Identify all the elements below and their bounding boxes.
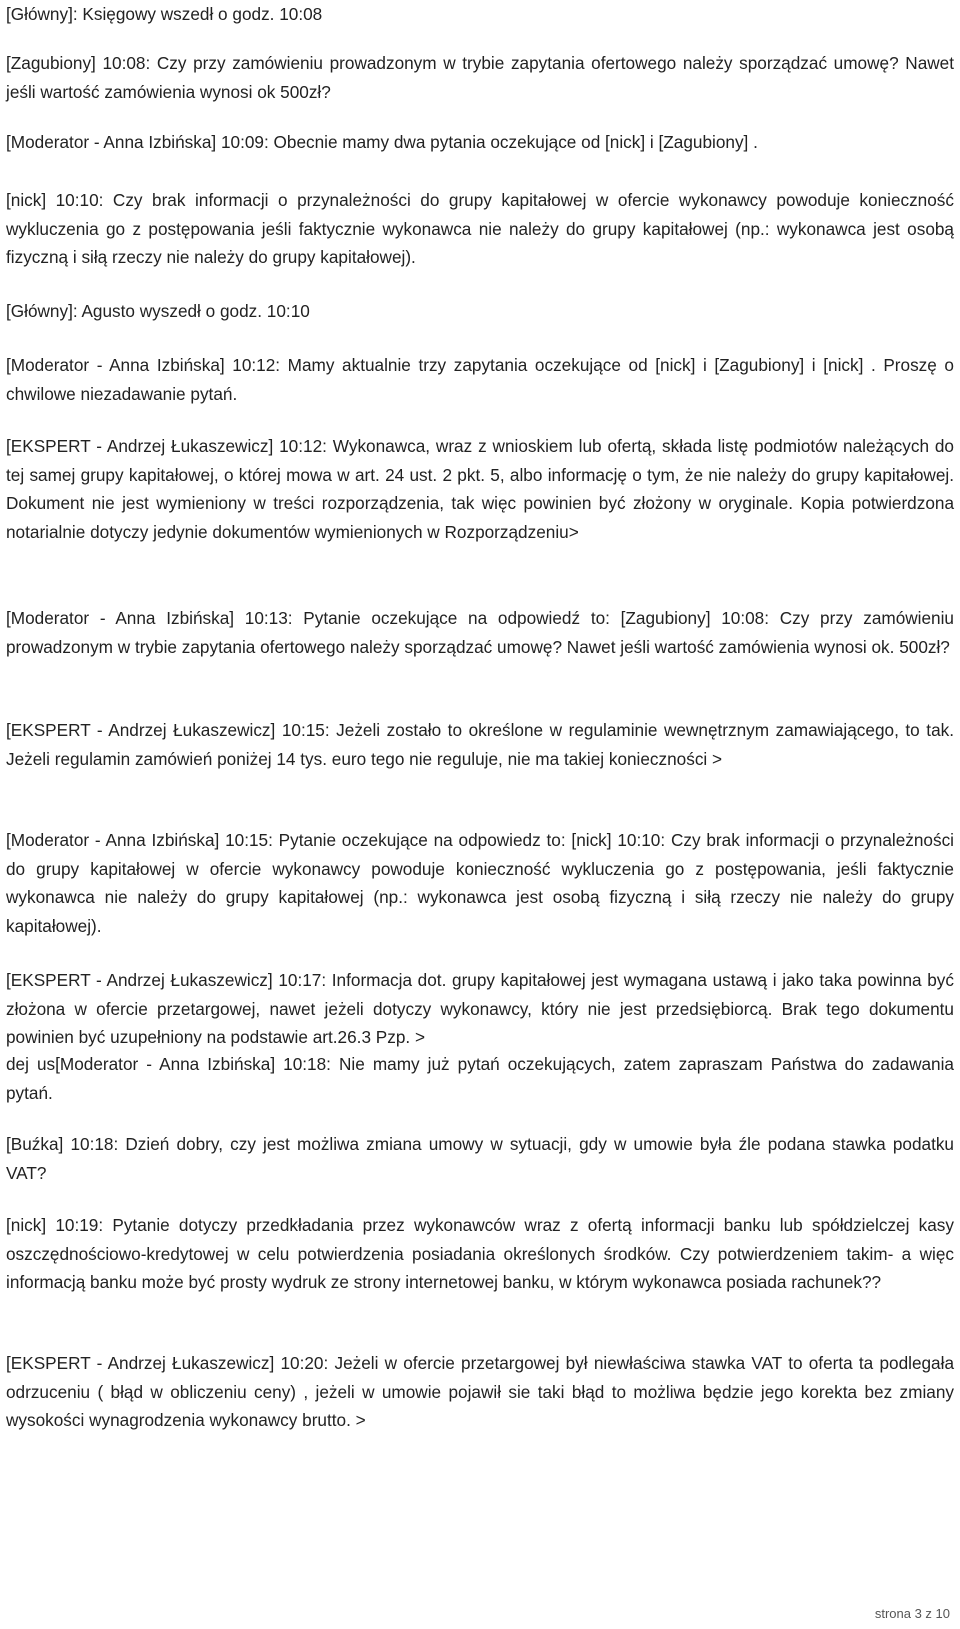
chat-log-entry: [nick] 10:19: Pytanie dotyczy przedkładania przez wykonawców wraz z ofertą informacji banku lub spółdzielczej kasy oszczędnościowo-kredytowej w celu potwierdzenia posiadania określonych środków. Czy potwierdzeniem takim- a więc informacją banku może być prosty wydruk ze strony internetowej banku, w którym wykonawca posiada rachunek?? (6, 1215, 954, 1293)
chat-log-entry: [EKSPERT - Andrzej Łukaszewicz] 10:15: Jeżeli zostało to określone w regulaminie wewnętrznym zamawiającego, to tak. Jeżeli regulamin zamówień poniżej 14 tys. euro tego nie reguluje, nie ma takiej konieczności > (6, 720, 954, 769)
chat-log-entry: [Zagubiony] 10:08: Czy przy zamówieniu prowadzonym w trybie zapytania ofertowego należy sporządzać umowę? Nawet jeśli wartość zamówienia wynosi ok 500zł? (6, 53, 954, 102)
chat-log-entry: [Główny]: Agusto wyszedł o godz. 10:10 (6, 301, 310, 321)
chat-log-entry: [EKSPERT - Andrzej Łukaszewicz] 10:17: Informacja dot. grupy kapitałowej jest wymagana ustawą i jako taka powinna być złożona w ofercie przetargowej, nawet jeżeli dotyczy wykonawcy, który nie jest przedsiębiorcą. Brak tego dokumentu powinien być uzupełniony na podstawie art.26.3 Pzp. > (6, 970, 954, 1048)
chat-log-entry: [Główny]: Księgowy wszedł o godz. 10:08 (6, 4, 323, 24)
chat-log-entry: [Moderator - Anna Izbińska] 10:12: Mamy aktualnie trzy zapytania oczekujące od [nick] i [Zagubiony] i [nick] . Proszę o chwilowe niezadawanie pytań. (6, 355, 954, 404)
chat-log-entry: [EKSPERT - Andrzej Łukaszewicz] 10:12: Wykonawca, wraz z wnioskiem lub ofertą, składa listę podmiotów należących do tej samej grupy kapitałowej, o której mowa w art. 24 ust. 2 pkt. 5, albo informację o tym, że nie należy do grupy kapitałowej. Dokument nie jest wymieniony w treści rozporządzenia, tak więc powinien być złożony w oryginale. Kopia potwierdzona notarialnie dotyczy jedynie dokumentów wymienionych w Rozporządzeniu> (6, 436, 954, 542)
chat-log-entry: [Moderator - Anna Izbińska] 10:15: Pytanie oczekujące na odpowiedz to: [nick] 10:10: Czy brak informacji o przynależności do grupy kapitałowej w ofercie wykonawcy powoduje konieczność wykluczenia go z postępowania, jeśli faktycznie wykonawca nie należy do grupy kapitałowej (np.: wykonawca jest osobą fizyczną i siłą rzeczy nie należy do grupy kapitałowej). (6, 830, 954, 936)
page-number: strona 3 z 10 (874, 1606, 950, 1621)
chat-log-entry: [nick] 10:10: Czy brak informacji o przynależności do grupy kapitałowej w ofercie wykonawcy powoduje konieczność wykluczenia go z postępowania jeśli faktycznie wykonawca nie należy do grupy kapitałowej (np.: wykonawca jest osobą fizyczną i siłą rzeczy nie należy do grupy kapitałowej). (6, 190, 954, 268)
chat-log-entry: dej us[Moderator - Anna Izbińska] 10:18: Nie mamy już pytań oczekujących, zatem zapraszam Państwa do zadawania pytań. (6, 1054, 954, 1103)
chat-log-entry: [EKSPERT - Andrzej Łukaszewicz] 10:20: Jeżeli w ofercie przetargowej był niewłaściwa stawka VAT to oferta ta podlegała odrzuceniu ( błąd w obliczeniu ceny) , jeżeli w umowie pojawił sie taki błąd to możliwa będzie jego korekta bez zmiany wysokości wynagrodzenia wykonawcy brutto. > (6, 1353, 954, 1431)
chat-log-entry: [Moderator - Anna Izbińska] 10:13: Pytanie oczekujące na odpowiedź to: [Zagubiony] 10:08: Czy przy zamówieniu prowadzonym w trybie zapytania ofertowego należy sporządzać umowę? Nawet jeśli wartość zamówienia wynosi ok. 500zł? (6, 608, 954, 657)
chat-log-entry: [Moderator - Anna Izbińska] 10:09: Obecnie mamy dwa pytania oczekujące od [nick] i [Zagubiony] . (6, 132, 758, 152)
chat-log-entry: [Buźka] 10:18: Dzień dobry, czy jest możliwa zmiana umowy w sytuacji, gdy w umowie była źle podana stawka podatku VAT? (6, 1134, 954, 1183)
